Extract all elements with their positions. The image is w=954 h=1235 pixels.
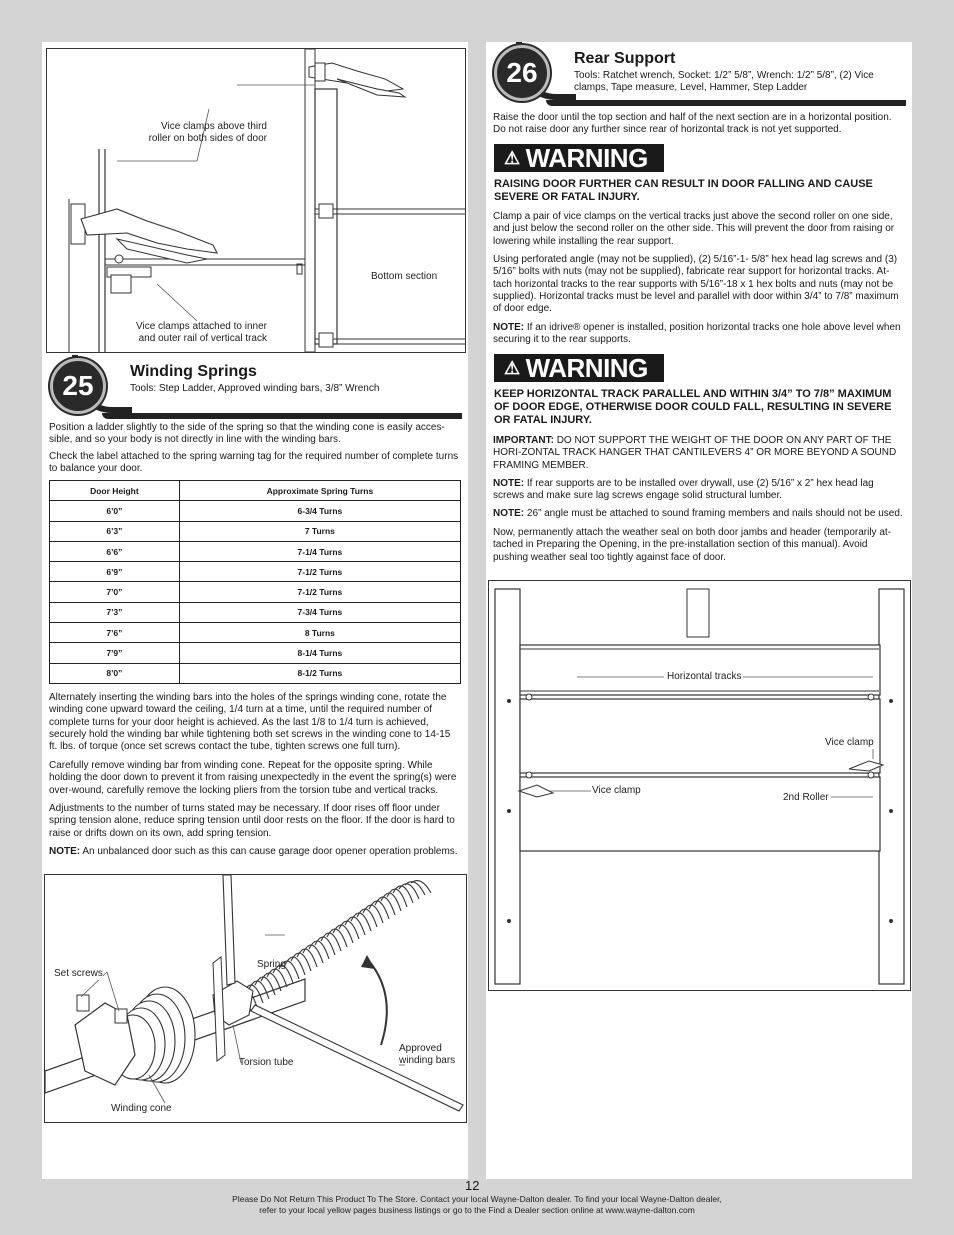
- label-horizontal-tracks: Horizontal tracks: [667, 671, 742, 682]
- table-cell: 6’3”: [50, 521, 180, 541]
- note-label: NOTE:: [49, 846, 81, 857]
- rear-support-illustration: [489, 581, 910, 990]
- important-label: IMPORTANT:: [493, 435, 554, 446]
- step-header-bar: [102, 413, 462, 419]
- table-row: [50, 663, 461, 683]
- label-winding-cone: Winding cone: [111, 1103, 172, 1114]
- important-paragraph: [493, 435, 905, 472]
- step-25-header: [42, 355, 462, 419]
- table-cell: 8-1/4 Turns: [179, 643, 460, 663]
- left-column: [42, 42, 468, 1179]
- paragraph: Adjustments to the number of turns stated may be necessary. If door rises off floor under spring tension alone, reduce spring tension until door rests on the floor. If the door is hard to raise or drifts down on its own, add spring tension.: [49, 803, 455, 839]
- warning-banner: [494, 354, 664, 382]
- table-cell: 7 Turns: [179, 521, 460, 541]
- note-paragraph: [493, 322, 905, 347]
- label-bottom-section: Bottom section: [371, 271, 438, 282]
- table-row: [50, 501, 461, 521]
- label-vice-clamp-left: Vice clamp: [592, 785, 641, 796]
- paragraph: Check the label attached to the spring warning tag for the required number of complete turns to balance your door.: [49, 451, 459, 475]
- label-set-screws: Set screws: [54, 968, 103, 979]
- table-row: [50, 582, 461, 602]
- note-paragraph: [493, 508, 905, 520]
- warning-triangle-icon: ⚠: [504, 358, 520, 378]
- note-label: NOTE:: [493, 322, 525, 333]
- warning-text: KEEP HORIZONTAL TRACK PARALLEL AND WITHIN 3/4” TO 7/8” MAXIMUM OF DOOR EDGE, OTHERWISE DOOR COULD FALL, RESULTING IN SEVERE OR FATAL INJURY.: [494, 388, 892, 426]
- step-header-bar: [546, 100, 906, 106]
- table-cell: 7-1/4 Turns: [179, 541, 460, 561]
- step-title: Winding Springs: [130, 363, 257, 380]
- figure-vice-clamps-vertical-track: [46, 48, 466, 353]
- table-cell: 7’0”: [50, 582, 180, 602]
- table-cell: 7-3/4 Turns: [179, 602, 460, 622]
- label-spring: Spring: [257, 959, 286, 970]
- note-paragraph: [49, 846, 461, 858]
- label-vice-clamp-right: Vice clamp: [825, 737, 874, 748]
- table-row: [50, 541, 461, 561]
- footer-line: refer to your local yellow pages business listings or go to the Find a Dealer section online at www.wayne-dalton.com: [259, 1205, 695, 1215]
- note-text: An unbalanced door such as this can cause garage door opener operation problems.: [80, 846, 458, 857]
- table-cell: 7’3”: [50, 602, 180, 622]
- figure-rear-support: [488, 580, 911, 991]
- table-cell: 7-1/2 Turns: [179, 582, 460, 602]
- warning-word: WARNING: [525, 353, 648, 383]
- note-text: If rear supports are to be installed over drywall, use (2) 5/16” x 2” hex head lag screws and make sure lag screws engage solid structural lumber.: [493, 478, 874, 502]
- warning-banner: [494, 144, 664, 172]
- paragraph: Alternately inserting the winding bars into the holes of the springs winding cone, rotate the winding cone upward toward the ceiling, 1/4 turn at a time, until the required number of complete turns for your door height is achieved. As the last 1/8 to 1/4 turn is achieved, securely hold the winding bar while tightening both set screws in the winding cone to 14-15 ft. lbs. of torque (once set screws contact the tube, tighten screws one full turn).: [49, 692, 451, 753]
- winding-spring-illustration: [45, 875, 466, 1122]
- label-approved-winding-bars: Approved winding bars: [399, 1043, 456, 1066]
- paragraph: Using perforated angle (may not be supplied), (2) 5/16”-1- 5/8” hex head lag screws and (3) 5/16” bolts with nuts (may not be supplied), fabricate rear support for horizontal tracks. At-tach horizontal tracks to the rear supports with 5/16”-18 x 1 hex bolts and nuts (may not be supplied). Horizontal tracks must be level and parallel with door within 3/4” to 7/8” maximum of door edge.: [493, 254, 899, 315]
- label-vice-inner-outer-rail: Vice clamps attached to inner and outer rail of vertical track: [135, 321, 267, 344]
- step-number-badge: 26: [494, 45, 550, 101]
- page-number: 12: [465, 1178, 480, 1193]
- label-torsion-tube: Torsion tube: [239, 1057, 294, 1068]
- step-tools: Tools: Ratchet wrench, Socket: 1/2” 5/8”, Wrench: 1/2” 5/8”, (2) Vice clamps, Tape measure, Level, Hammer, Step Ladder: [574, 70, 874, 93]
- vice-clamps-illustration: [47, 49, 465, 352]
- table-cell: 6-3/4 Turns: [179, 501, 460, 521]
- table-row: [50, 623, 461, 643]
- right-column: [486, 42, 912, 1179]
- paragraph: Clamp a pair of vice clamps on the vertical tracks just above the second roller on one side, and just below the second roller on the other side. This will prevent the door from raising or lowering while installing the rear support.: [493, 211, 895, 247]
- table-header-cell: Approximate Spring Turns: [179, 481, 460, 501]
- table-cell: 7’9”: [50, 643, 180, 663]
- table-row: [50, 562, 461, 582]
- paragraph: Carefully remove winding bar from winding cone. Repeat for the opposite spring. While holding the door down to prevent it from raising unexpectedly in the event the spring(s) were over-wound, carefully remove the locking pliers from the torsion tube and vertical tracks.: [49, 760, 457, 796]
- note-text: 26” angle must be attached to sound framing members and nails should not be used.: [524, 508, 903, 519]
- table-cell: 8 Turns: [179, 623, 460, 643]
- table-cell: 8’0”: [50, 663, 180, 683]
- note-text: If an idrive® opener is installed, position horizontal tracks one hole above level when securing it to the rear supports.: [493, 322, 901, 346]
- table-cell: 7’6”: [50, 623, 180, 643]
- note-label: NOTE:: [493, 478, 525, 489]
- table-row: [50, 643, 461, 663]
- label-vice-third-roller: Vice clamps above third roller on both sides of door: [148, 121, 267, 144]
- table-cell: 6’9”: [50, 562, 180, 582]
- label-second-roller: 2nd Roller: [783, 792, 829, 803]
- spring-turns-table: [49, 480, 461, 684]
- warning-word: WARNING: [525, 143, 648, 173]
- table-cell: 6’0”: [50, 501, 180, 521]
- step-title: Rear Support: [574, 50, 676, 67]
- table-row: [50, 521, 461, 541]
- step-tools: Tools: Step Ladder, Approved winding bars, 3/8” Wrench: [130, 383, 380, 394]
- paragraph: Now, permanently attach the weather seal on both door jambs and header (temporarily at-tached in Preparing the Opening, in the pre-installation section of this manual). Avoid pushing weather seal too tightly against face of door.: [493, 527, 891, 563]
- important-text: DO NOT SUPPORT THE WEIGHT OF THE DOOR ON ANY PART OF THE HORI-ZONTAL TRACK HANGER THAT CANTILEVERS 4” OR MORE BEYOND A SOUND FRAMING MEMBER.: [493, 435, 897, 471]
- figure-winding-spring: [44, 874, 467, 1123]
- paragraph: Raise the door until the top section and half of the next section are in a horizontal position. Do not raise door any further since rear of horizontal track is not yet supported.: [493, 112, 892, 136]
- table-row: [50, 602, 461, 622]
- paragraph: Position a ladder slightly to the side of the spring so that the winding cone is easily acces-sible, and so your body is not directly in line with the winding bars.: [49, 422, 445, 446]
- table-header-row: [50, 481, 461, 501]
- table-header-cell: Door Height: [50, 481, 180, 501]
- table-cell: 7-1/2 Turns: [179, 562, 460, 582]
- note-label: NOTE:: [493, 508, 525, 519]
- footer-line: Please Do Not Return This Product To The Store. Contact your local Wayne-Dalton dealer. To find your local Wayne-Dalton dealer,: [232, 1194, 722, 1204]
- table-cell: 6’6”: [50, 541, 180, 561]
- step-26-header: [486, 42, 906, 106]
- step-number-badge: 25: [50, 358, 106, 414]
- warning-text: RAISING DOOR FURTHER CAN RESULT IN DOOR FALLING AND CAUSE SEVERE OR FATAL INJURY.: [494, 178, 873, 203]
- note-paragraph: [493, 478, 905, 503]
- warning-triangle-icon: ⚠: [504, 148, 520, 168]
- table-cell: 8-1/2 Turns: [179, 663, 460, 683]
